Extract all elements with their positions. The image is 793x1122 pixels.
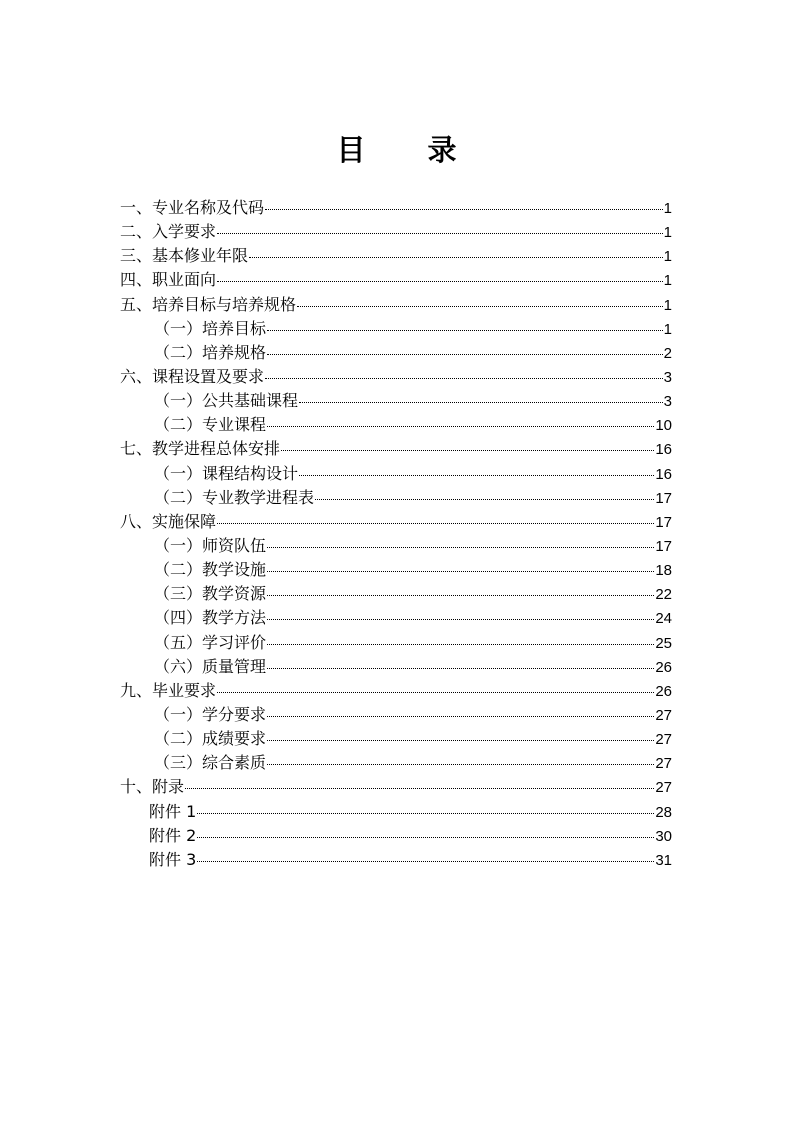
- toc-entry[interactable]: [120, 631, 672, 655]
- toc-dot-leader: [217, 523, 654, 524]
- toc-entry-page-number: 1: [663, 296, 672, 314]
- toc-dot-leader: [267, 764, 654, 765]
- toc-entry-label: （一）师资队伍: [154, 535, 267, 555]
- toc-entry[interactable]: [120, 196, 672, 220]
- toc-entry[interactable]: [120, 510, 672, 534]
- toc-entry-page-number: 1: [663, 224, 672, 242]
- toc-entry-label: 二、入学要求: [120, 222, 217, 242]
- toc-entry-label: 五、培养目标与培养规格: [120, 294, 297, 314]
- toc-entry-label: （三）综合素质: [154, 753, 267, 773]
- toc-dot-leader: [267, 595, 654, 596]
- toc-entry-page-number: 16: [655, 465, 672, 483]
- toc-entry-page-number: 1: [663, 248, 672, 266]
- toc-entry-label: （六）质量管理: [154, 656, 267, 676]
- toc-entry-page-number: 17: [655, 489, 672, 507]
- toc-entry[interactable]: [120, 268, 672, 292]
- toc-entry[interactable]: [120, 534, 672, 558]
- toc-entry[interactable]: [120, 606, 672, 630]
- toc-entry-label: （五）学习评价: [154, 632, 267, 652]
- toc-entry[interactable]: [120, 462, 672, 486]
- table-of-contents: [120, 196, 672, 872]
- toc-entry-page-number: 22: [655, 586, 672, 604]
- toc-entry-label: 八、实施保障: [120, 511, 217, 531]
- toc-dot-leader: [267, 619, 654, 620]
- toc-entry[interactable]: [120, 220, 672, 244]
- toc-dot-leader: [185, 788, 654, 789]
- toc-entry[interactable]: [120, 751, 672, 775]
- toc-entry-page-number: 10: [655, 417, 672, 435]
- toc-entry[interactable]: [120, 389, 672, 413]
- toc-entry-label: 附件 1: [149, 801, 197, 821]
- toc-entry[interactable]: [120, 341, 672, 365]
- toc-entry-label: 四、职业面向: [120, 270, 217, 290]
- toc-entry-label: 九、毕业要求: [120, 680, 217, 700]
- toc-entry[interactable]: [120, 824, 672, 848]
- toc-dot-leader: [297, 306, 663, 307]
- toc-entry-page-number: 27: [655, 731, 672, 749]
- toc-entry-page-number: 27: [655, 779, 672, 797]
- toc-dot-leader: [197, 813, 654, 814]
- toc-entry[interactable]: [120, 317, 672, 341]
- toc-dot-leader: [267, 644, 654, 645]
- toc-entry-label: 三、基本修业年限: [120, 246, 249, 266]
- page-title: 目 录: [336, 133, 483, 167]
- toc-dot-leader: [267, 330, 663, 331]
- toc-dot-leader: [197, 861, 654, 862]
- toc-dot-leader: [265, 209, 663, 210]
- toc-entry-page-number: 24: [655, 610, 672, 628]
- toc-entry-label: （二）专业教学进程表: [154, 487, 315, 507]
- toc-entry[interactable]: [120, 365, 672, 389]
- toc-dot-leader: [217, 281, 663, 282]
- toc-entry-label: （四）教学方法: [154, 608, 267, 628]
- toc-entry[interactable]: [120, 775, 672, 799]
- toc-entry-label: （二）培养规格: [154, 342, 267, 362]
- toc-entry-label: （一）学分要求: [154, 704, 267, 724]
- toc-entry-page-number: 31: [655, 851, 672, 869]
- toc-entry-label: 一、专业名称及代码: [120, 198, 265, 217]
- toc-dot-leader: [315, 499, 654, 500]
- toc-entry-page-number: 17: [655, 537, 672, 555]
- toc-dot-leader: [267, 426, 654, 427]
- toc-entry-label: 六、课程设置及要求: [120, 366, 265, 386]
- toc-entry-page-number: 27: [655, 755, 672, 773]
- toc-entry-label: 附件 3: [149, 849, 197, 869]
- toc-dot-leader: [299, 402, 663, 403]
- toc-entry[interactable]: [120, 848, 672, 872]
- toc-entry[interactable]: [120, 655, 672, 679]
- toc-entry[interactable]: [120, 679, 672, 703]
- toc-entry-page-number: 1: [663, 272, 672, 290]
- toc-entry-page-number: 26: [655, 658, 672, 676]
- toc-dot-leader: [217, 692, 654, 693]
- toc-entry-page-number: 1: [663, 320, 672, 338]
- toc-entry-label: （二）专业课程: [154, 415, 267, 435]
- toc-entry-page-number: 17: [655, 513, 672, 531]
- toc-entry-page-number: 28: [655, 803, 672, 821]
- toc-dot-leader: [217, 233, 663, 234]
- toc-dot-leader: [249, 257, 663, 258]
- toc-entry-page-number: 27: [655, 706, 672, 724]
- toc-entry[interactable]: [120, 703, 672, 727]
- toc-dot-leader: [267, 740, 654, 741]
- toc-entry-page-number: 16: [655, 441, 672, 459]
- toc-entry[interactable]: [120, 558, 672, 582]
- toc-entry-label: （一）培养目标: [154, 318, 267, 338]
- toc-entry[interactable]: [120, 244, 672, 268]
- toc-dot-leader: [267, 547, 654, 548]
- toc-entry[interactable]: [120, 293, 672, 317]
- toc-entry[interactable]: [120, 437, 672, 461]
- toc-entry[interactable]: [120, 800, 672, 824]
- toc-entry-label: 附件 2: [149, 825, 197, 845]
- toc-dot-leader: [265, 378, 663, 379]
- toc-dot-leader: [299, 475, 654, 476]
- toc-entry-page-number: 18: [655, 562, 672, 580]
- toc-entry-page-number: 30: [655, 827, 672, 845]
- toc-entry-page-number: 26: [655, 682, 672, 700]
- toc-entry-label: （一）课程结构设计: [154, 463, 299, 483]
- toc-entry[interactable]: [120, 413, 672, 437]
- toc-entry-page-number: 25: [655, 634, 672, 652]
- toc-entry-label: （二）成绩要求: [154, 729, 267, 749]
- toc-entry-page-number: 3: [663, 393, 672, 411]
- toc-dot-leader: [267, 571, 654, 572]
- toc-entry-label: （三）教学资源: [154, 584, 267, 604]
- toc-entry[interactable]: [120, 727, 672, 751]
- toc-entry-label: 七、教学进程总体安排: [120, 439, 281, 459]
- toc-entry[interactable]: [120, 486, 672, 510]
- toc-dot-leader: [197, 837, 654, 838]
- toc-entry-label: （一）公共基础课程: [154, 391, 299, 411]
- toc-dot-leader: [267, 716, 654, 717]
- toc-entry-page-number: 3: [663, 368, 672, 386]
- toc-entry[interactable]: [120, 582, 672, 606]
- toc-dot-leader: [267, 668, 654, 669]
- toc-entry-page-number: 1: [663, 200, 672, 217]
- toc-entry-label: 十、附录: [120, 777, 185, 797]
- toc-entry-page-number: 2: [663, 344, 672, 362]
- toc-entry-label: （二）教学设施: [154, 560, 267, 580]
- toc-dot-leader: [281, 450, 654, 451]
- toc-dot-leader: [267, 354, 663, 355]
